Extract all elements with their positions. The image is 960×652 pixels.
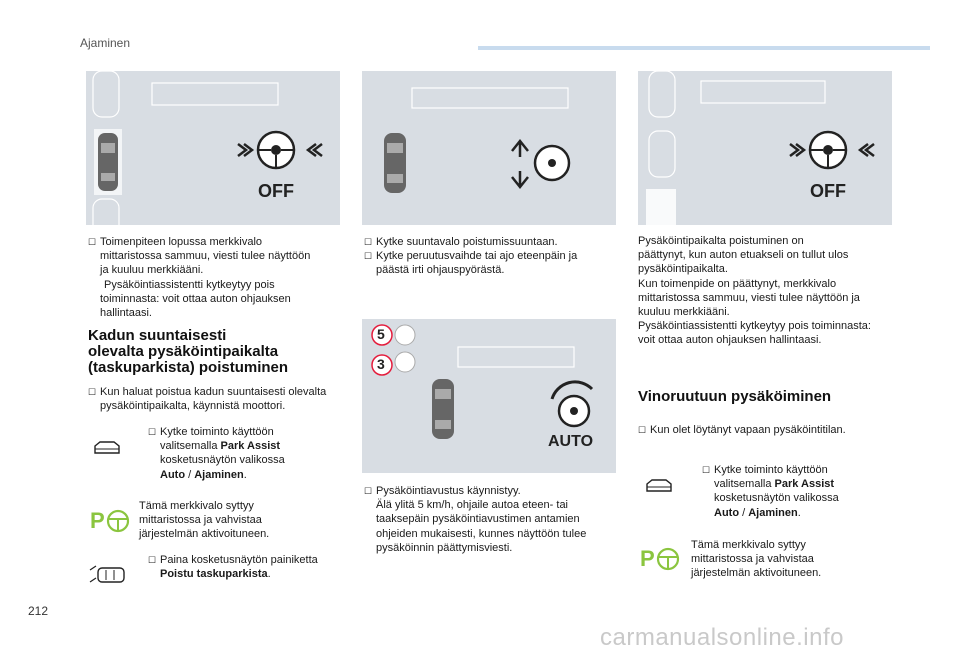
col2-bullet3-line1: Pysäköintiavustus käynnistyy. [376,485,521,497]
col1-step1-line3: kosketusnäytön valikossa [160,454,285,467]
col3-bullet1-text: Kun olet löytänyt vapaan pysäköintitilan. [650,424,846,436]
steering-wheel-icon [535,146,569,180]
col1-step1 [148,425,348,482]
col3-step1-auto: Auto [714,506,740,519]
col3-para-line7: Pysäköintiassistentti kytkeytyy pois toiminnasta: [638,320,871,333]
bullet-marker: ☐ [702,465,711,475]
parking-scene-4 [638,71,892,225]
col1-step2-line2: mittaristossa ja vahvistaa [139,514,262,527]
parked-car-1 [93,71,119,117]
col1-step1-ajaminen: Ajaminen [194,468,244,481]
own-car [432,379,454,439]
own-car [384,133,406,193]
park-assist-icon [640,544,680,572]
col1-heading-line1: Kadun suuntaisesti [88,327,227,344]
step-number-3: 3 [377,356,385,372]
col3-step2-line1: Tämä merkkivalo syttyy [691,539,806,551]
col2-bullet3-line5: pysäköinnin päättymisviesti. [376,541,513,554]
col1-heading [88,328,288,376]
col3-para-line3: pysäköintipaikalta. [638,263,728,276]
col1-bullet2-line2: pysäköintipaikalta, käynnistä moottori. [100,400,286,413]
col3-step1-line2a: valitsemalla [714,478,775,491]
col1-step3-line1: Paina kosketusnäytön painiketta [160,554,318,566]
col3-bullet1 [638,423,908,437]
col3-step1-line1: Kytke toiminto käyttöön [714,464,828,476]
col1-step2-line3: järjestelmän aktivoituneen. [139,528,270,541]
svg-text:P: P [640,546,655,571]
col1-bullet1-para2-line3: hallintaasi. [100,307,152,320]
col1-step3 [148,553,353,581]
col3-step2-line3: järjestelmän aktivoituneen. [691,567,822,580]
col1-step1-park-assist: Park Assist [220,440,281,453]
illustration-auto-assist [362,319,616,473]
col2-bullet3-line4: ohjeiden mukaisesti, kunnes näyttöön tulee [376,527,587,540]
col3-para-line5: mittaristossa sammuu, viesti tulee näyttöön ja [638,291,860,304]
col3-step2-line2: mittaristossa ja vahvistaa [691,553,814,566]
park-assist-icon [90,506,130,534]
parking-scene-1 [86,71,340,225]
parked-car-2 [649,131,675,177]
col1-bullet2-line1: Kun haluat poistua kadun suuntaisesti olevalta [100,386,327,398]
col1-step1-line2a: valitsemalla [160,440,221,453]
col1-step1-sep: / [185,468,195,481]
steering-wheel-icon [552,382,592,426]
illustration-exit-finished-left [86,71,340,225]
col2-bullet1: Kytke suuntavalo poistumissuuntaan. [376,236,558,248]
auto-label: AUTO [548,433,594,450]
col1-intro [88,235,348,320]
off-label: OFF [810,181,846,201]
col3-heading: Vinoruutuun pysäköiminen [638,388,832,405]
col2-bullet3 [364,484,626,555]
steering-wheel-icon [258,132,294,168]
col1-bullet1-para2-line2: toiminnasta: voit ottaa auton ohjauksen [100,292,291,305]
col3-para-line4: Kun toimenpide on päättynyt, merkkivalo [638,277,837,290]
bullet-marker: ☐ [148,555,157,565]
steering-wheel-icon [810,132,846,168]
col3-step1-ajaminen: Ajaminen [748,506,798,519]
col1-heading-line3: (taskuparkista) poistuminen [88,359,289,376]
off-label: OFF [258,181,294,201]
parking-scene-2 [362,71,616,225]
header-accent-bar [478,46,930,50]
col1-bullet1-para2-line1: Pysäköintiassistentti kytkeytyy pois [104,278,275,291]
parked-car-1 [649,71,675,117]
col3-para-line2: päättynyt, kun auton etuakseli on tullut ulos [638,249,849,262]
watermark: carmanualsonline.info [600,624,844,651]
col3-paragraph [638,234,908,348]
col3-step1 [702,463,902,520]
col1-bullet1-line3: ja kuuluu merkkiääni. [100,264,204,277]
col3-para-line6: kuuluu merkkiääni. [638,306,730,319]
page-number: 212 [28,604,49,618]
col2-bullet2-line1: Kytke peruutusvaihde tai ajo eteenpäin ja [376,250,578,263]
col1-bullet2 [88,385,350,413]
col3-step1-dot: . [797,506,801,519]
col1-step2 [139,499,339,542]
col1-heading-line2: olevalta pysäköintipaikalta [88,343,279,360]
col3-step1-sep: / [739,506,749,519]
direction-arrows-icon [512,141,528,187]
col1-step1-line1: Kytke toiminto käyttöön [160,426,274,438]
bullet-marker: ☐ [364,237,373,247]
bullet-marker: ☐ [364,251,373,262]
col3-para-line8: voit ottaa auton ohjauksen hallintaasi. [638,334,822,347]
col2-bullet3-line3: taaksepäin pysäköintiavustimen antamien [376,513,580,526]
col1-step1-dot: . [243,468,247,481]
col2-bullet2-line2: päästä irti ohjauspyörästä. [376,264,505,277]
col1-step3-button-label: Poistu taskuparkista [160,568,268,581]
col1-bullet1-line2: mittaristossa sammuu, viesti tulee näyttöön [100,250,311,263]
exit-parallel-button-icon[interactable] [88,564,128,586]
svg-text:P: P [90,508,105,533]
section-title: Ajaminen [80,36,131,50]
col3-step1-park-assist: Park Assist [774,478,835,491]
col1-step3-dot: . [267,568,271,581]
illustration-signal-direction [362,71,616,225]
own-car [98,133,118,191]
bullet-marker: ☐ [364,486,373,496]
col3-step2 [691,538,891,581]
car-outline-icon [92,440,122,458]
col3-step1-line3: kosketusnäytön valikossa [714,492,839,505]
bullet-marker: ☐ [638,425,647,435]
illustration-angled-exit [638,71,892,225]
step-number-5: 5 [377,326,385,342]
col2-bullet3-line2: Älä ylitä 5 km/h, ohjaile autoa eteen- tai [376,499,569,512]
parked-car-2 [93,199,119,225]
car-outline-icon [644,478,674,496]
bullet-marker: ☐ [88,387,97,397]
bullet-marker: ☐ [88,237,97,247]
col2-bullets-top [364,235,624,278]
col1-step2-line1: Tämä merkkivalo syttyy [139,500,254,512]
bullet-marker: ☐ [148,427,157,437]
col1-step1-auto: Auto [160,468,186,481]
col1-bullet1-line1: Toimenpiteen lopussa merkkivalo [100,236,263,248]
col3-para-line1: Pysäköintipaikalta poistuminen on [638,235,804,247]
